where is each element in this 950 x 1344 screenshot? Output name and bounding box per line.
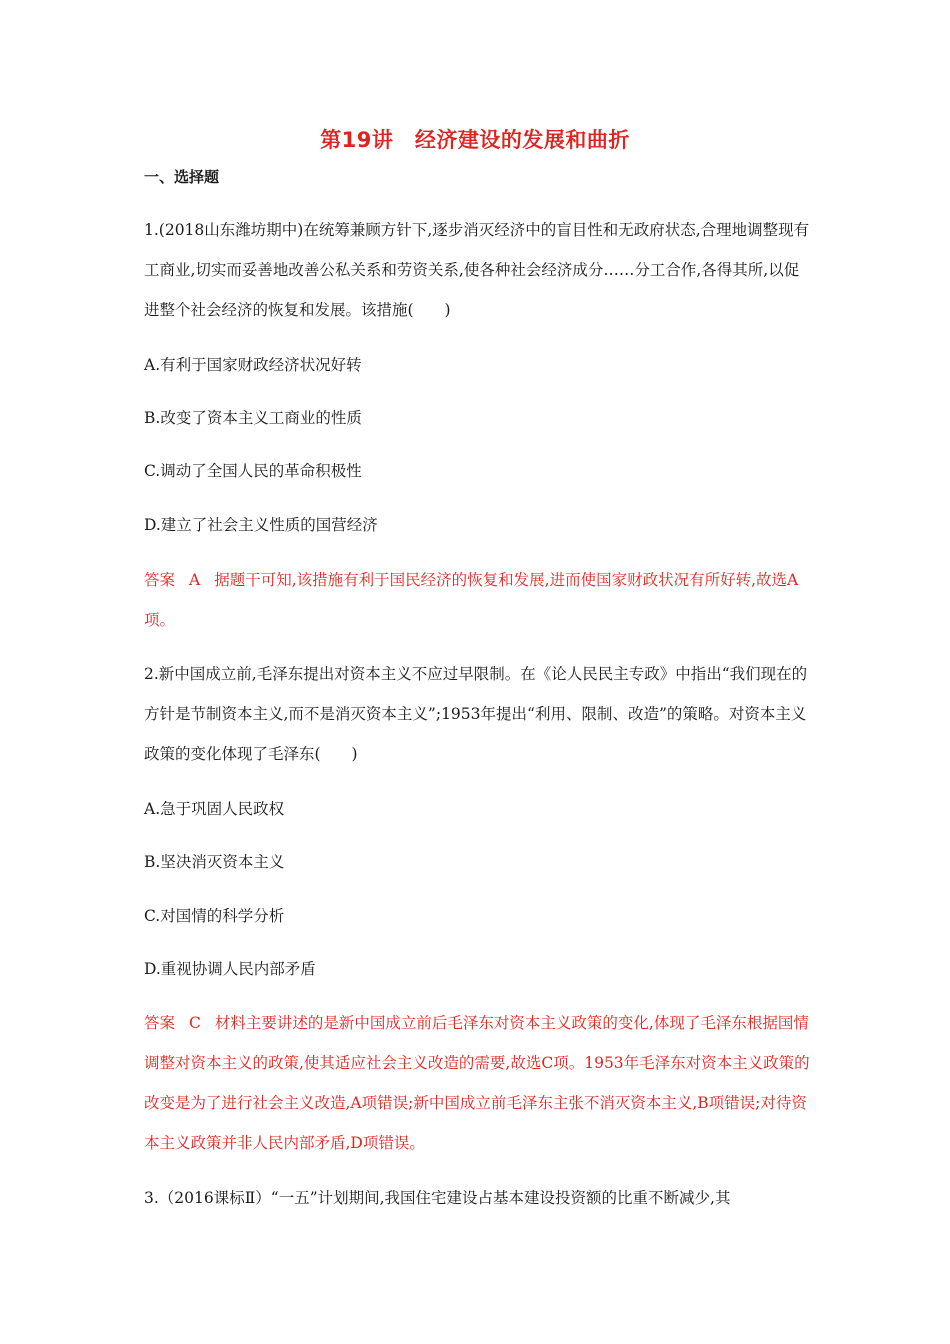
question-2-stem: 2.新中国成立前,毛泽东提出对资本主义不应过早限制。在《论人民民主专政》中指出“我们现在的方针是节制资本主义,而不是消灭资本主义”;1953年提出“利用、限制、改造”的策略。对资本主义政策的变化体现了毛泽东( ) bbox=[144, 665, 808, 763]
answer-explanation: 材料主要讲述的是新中国成立前后毛泽东对资本主义政策的变化,体现了毛泽东根据国情调整对资本主义的政策,使其适应社会主义改造的需要,故选C项。1953年毛泽东对资本主义政策的改变是为了进行社会主义改造,A项错误;新中国成立前毛泽东主张不消灭资本主义,B项错误;对待资本主义政策并非人民内部矛盾,D项错误。 bbox=[144, 1014, 810, 1152]
question-2-option-a: A.急于巩固人民政权 bbox=[144, 800, 285, 818]
question-2-option-c: C.对国情的科学分析 bbox=[144, 907, 285, 925]
question-1-option-b: B.改变了资本主义工商业的性质 bbox=[144, 409, 362, 427]
question-2-answer bbox=[144, 1003, 812, 1163]
question-2-option-b: B.坚决消灭资本主义 bbox=[144, 853, 285, 871]
answer-label: 答案 bbox=[144, 1014, 176, 1032]
question-1-answer bbox=[144, 560, 812, 640]
answer-key: A bbox=[189, 571, 201, 589]
question-1-stem: 1.(2018山东潍坊期中)在统筹兼顾方针下,逐步消灭经济中的盲目性和无政府状态,合理地调整现有工商业,切实而妥善地改善公私关系和劳资关系,使各种社会经济成分……分工合作,各得其所,以促进整个社会经济的恢复和发展。该措施( ) bbox=[144, 221, 810, 319]
question-1-option-a: A.有利于国家财政经济状况好转 bbox=[144, 356, 362, 374]
answer-label: 答案 bbox=[144, 571, 176, 589]
question-3-stem: 3.（2016课标Ⅱ）“一五”计划期间,我国住宅建设占基本建设投资额的比重不断减少,其 bbox=[144, 1189, 731, 1207]
section-heading: 一、选择题 bbox=[144, 168, 220, 186]
question-2-option-d: D.重视协调人民内部矛盾 bbox=[144, 960, 316, 978]
answer-explanation: 据题干可知,该措施有利于国民经济的恢复和发展,进而使国家财政状况有所好转,故选A项。 bbox=[144, 571, 799, 629]
question-1-option-d: D.建立了社会主义性质的国营经济 bbox=[144, 516, 378, 534]
page-title: 第19讲 经济建设的发展和曲折 bbox=[320, 128, 630, 152]
answer-key: C bbox=[189, 1014, 201, 1032]
question-1-option-c: C.调动了全国人民的革命积极性 bbox=[144, 462, 362, 480]
